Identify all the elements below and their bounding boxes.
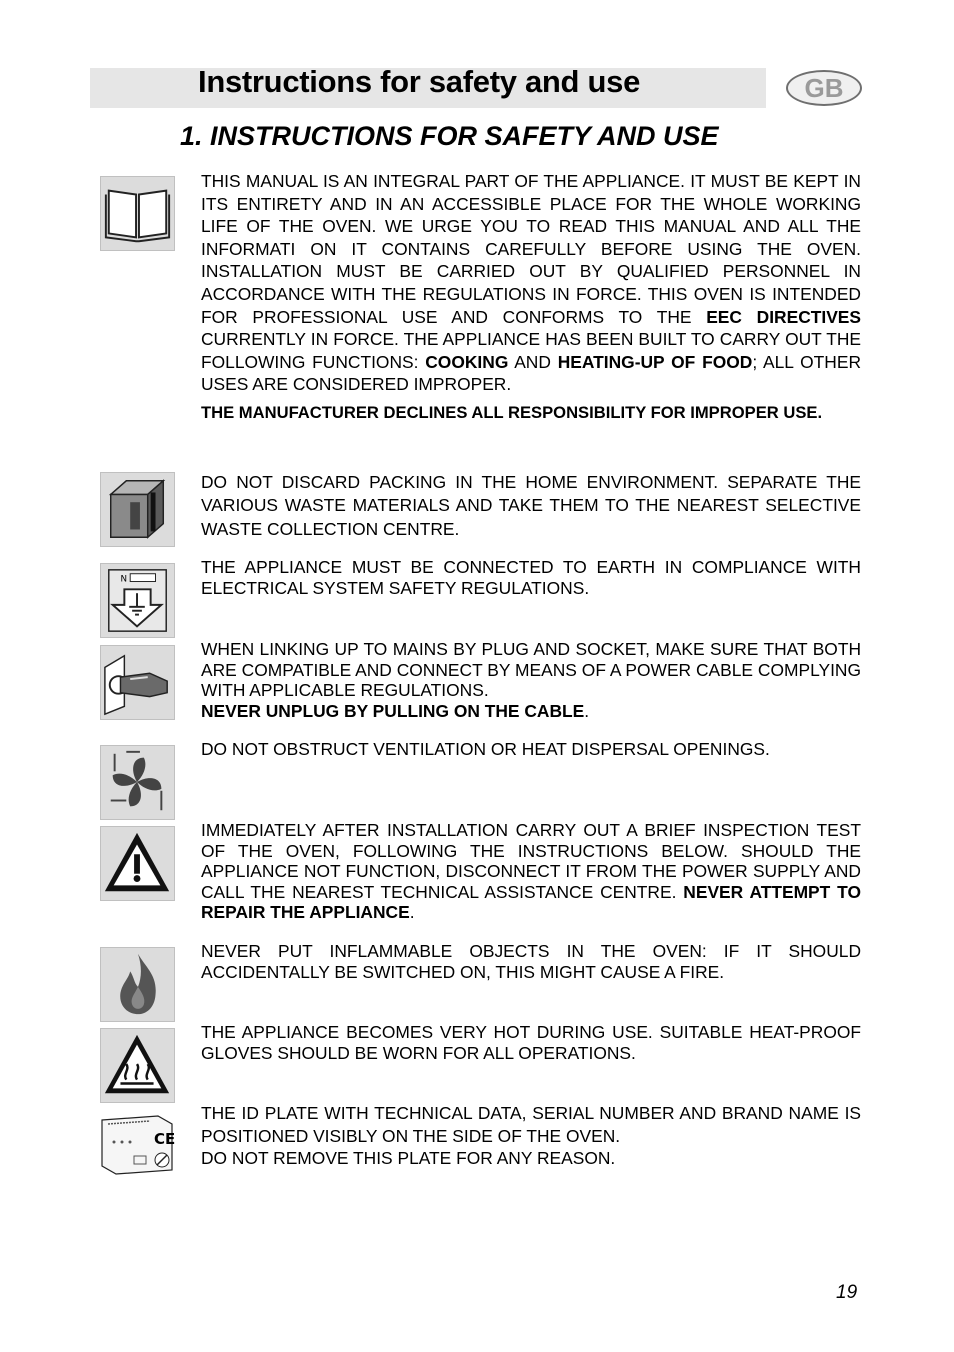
page-header-title: Instructions for safety and use [198,64,641,99]
bold-text: NEVER ATTEMPT TO REPAIR THE APPLIANCE [201,881,861,923]
cardboard-box-icon [100,472,175,547]
flame-icon [100,947,175,1022]
paragraph-text: THE ID PLATE WITH TECHNICAL DATA, SERIAL NUMBER AND BRAND NAME IS POSITIONED VISIBLY ON THE SIDE OF THE OVEN. [201,1103,861,1146]
paragraph-text: DO NOT REMOVE THIS PLATE FOR ANY REASON. [201,1148,616,1169]
plug-socket-icon [100,645,175,720]
paragraph-text: . [409,902,415,923]
paragraph-earth: THE APPLIANCE MUST BE CONNECTED TO EARTH IN COMPLIANCE WITH ELECTRICAL SYSTEM SAFETY REGULATIONS. [201,557,861,598]
paragraph-inspection [201,820,861,923]
paragraph-text: . [584,700,590,721]
id-plate-icon [100,1108,175,1183]
paragraph-plug [201,639,861,721]
paragraph-text: WHEN LINKING UP TO MAINS BY PLUG AND SOCKET, MAKE SURE THAT BOTH ARE COMPATIBLE AND CONNECT BY MEANS OF A POWER CABLE COMPLYING WITH APPLICABLE REGULATIONS. [201,639,861,701]
paragraph-ventilation: DO NOT OBSTRUCT VENTILATION OR HEAT DISPERSAL OPENINGS. [201,739,770,759]
bold-text: HEATING-UP OF FOOD [557,351,753,372]
language-badge: GB [786,70,862,106]
section-title: 1. INSTRUCTIONS FOR SAFETY AND USE [180,121,719,151]
paragraph-inflammable: NEVER PUT INFLAMMABLE OBJECTS IN THE OVEN: IF IT SHOULD ACCIDENTALLY BE SWITCHED ON, THIS MIGHT CAUSE A FIRE. [201,941,861,982]
paragraph-text: CURRENTLY IN FORCE. THE APPLIANCE HAS BEEN BUILT TO CARRY OUT THE FOLLOWING FUNCTIONS: [201,329,861,372]
open-book-icon [100,176,175,251]
paragraph-text: ; ALL OTHER USES ARE CONSIDERED IMPROPER. [201,351,862,395]
ce-mark: CE [154,1130,175,1148]
paragraph-responsibility: THE MANUFACTURER DECLINES ALL RESPONSIBILITY FOR IMPROPER USE. [201,403,823,422]
paragraph-manual [201,170,861,396]
earth-ground-icon [100,563,175,638]
page-number: 19 [836,1282,858,1303]
paragraph-text: IMMEDIATELY AFTER INSTALLATION CARRY OUT A BRIEF INSPECTION TEST OF THE OVEN, FOLLOWING THE INSTRUCTIONS BELOW. SHOULD THE APPLIANCE NOT FUNCTION, DISCONNECT IT FROM THE POWER SUPPLY AND CALL THE NEAREST TECHNICAL ASSISTANCE CENTRE. [201,820,861,902]
bold-text: EEC DIRECTIVES [706,306,862,327]
paragraph-text: THIS MANUAL IS AN INTEGRAL PART OF THE APPLIANCE. IT MUST BE KEPT IN ITS ENTIRETY AND IN AN ACCESSIBLE PLACE FOR THE WHOLE WORKING LIFE OF THE OVEN. WE URGE YOU TO READ THIS MANUAL AND ALL THE INFORMATI ON IT CONTAINS CAREFULLY BEFORE USING THE OVEN. INSTALLATION MUST BE CARRIED OUT BY QUALIFIED PERSONNEL IN ACCORDANCE WITH THE REGULATIONS IN FORCE. THIS OVEN IS INTENDED FOR PROFESSIONAL USE AND CONFORMS TO THE [201,171,861,327]
bold-text: COOKING [425,351,509,372]
warning-triangle-icon [100,826,175,901]
paragraph-text: AND [508,351,558,372]
hot-surface-icon [100,1028,175,1103]
earth-label: N [120,574,128,585]
fan-icon [100,745,175,820]
paragraph-hot: THE APPLIANCE BECOMES VERY HOT DURING USE. SUITABLE HEAT-PROOF GLOVES SHOULD BE WORN FOR ALL OPERATIONS. [201,1022,861,1063]
paragraph-packing: DO NOT DISCARD PACKING IN THE HOME ENVIRONMENT. SEPARATE THE VARIOUS WASTE MATERIALS AND TAKE THEM TO THE NEAREST SELECTIVE WASTE COLLECTION CENTRE. [201,472,861,539]
bold-text: NEVER UNPLUG BY PULLING ON THE CABLE [201,700,585,721]
paragraph-id-plate [201,1102,861,1170]
